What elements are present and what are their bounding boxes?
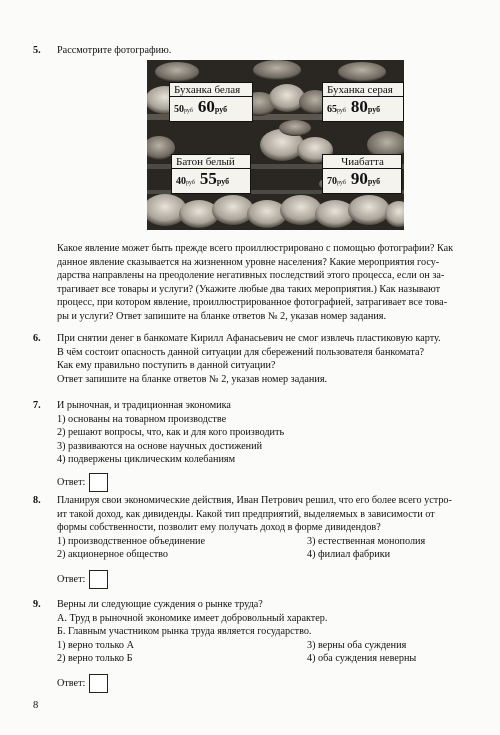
old-price: 40 bbox=[176, 176, 186, 187]
answer-row bbox=[57, 570, 473, 590]
question-number: 8. bbox=[33, 495, 41, 506]
answer-option: 2) акционерное общество bbox=[57, 549, 169, 561]
question-stem: И рыночная, и традиционная экономика bbox=[57, 400, 231, 411]
answer-option: 4) филиал фабрики bbox=[307, 549, 391, 561]
product-name: Буханка белая bbox=[170, 83, 252, 97]
text-line: трагивает все товары и услуги? (Укажите любые два таких мероприятия.) Как называют bbox=[57, 283, 441, 295]
price-sign-ciabatta bbox=[322, 154, 402, 194]
answer-options bbox=[57, 535, 473, 562]
bread-price-photo bbox=[147, 60, 404, 230]
answer-box[interactable] bbox=[89, 570, 108, 589]
new-price: 60 bbox=[197, 97, 215, 116]
old-price: 50 bbox=[174, 104, 184, 115]
product-name: Чиабатта bbox=[323, 155, 401, 169]
answer-label: Ответ: bbox=[57, 678, 86, 690]
question-9 bbox=[33, 598, 473, 694]
text-line: Планируя свои экономические действия, Иван Петрович решил, что его более всего устро- bbox=[57, 495, 452, 506]
text-line: При снятии денег в банкомате Кирилл Афанасьевич не смог извлечь пластиковую карту. bbox=[57, 333, 441, 344]
text-line: Как ему правильно поступить в данной ситуации? bbox=[57, 360, 276, 372]
old-price: 70 bbox=[327, 176, 337, 187]
new-price: 90 bbox=[350, 169, 368, 188]
question-stem: Верны ли следующие суждения о рынке труда? bbox=[57, 599, 263, 610]
question-number: 7. bbox=[33, 400, 41, 411]
statement: А. Труд в рыночной экономике имеет добровольный характер. bbox=[57, 612, 328, 624]
question-8 bbox=[33, 494, 473, 590]
answer-row bbox=[57, 473, 473, 493]
answer-row bbox=[57, 674, 473, 694]
old-price-unit: руб bbox=[337, 180, 346, 186]
page-number: 8 bbox=[33, 700, 39, 711]
question-prompt: Рассмотрите фотографию. bbox=[57, 45, 172, 56]
answer-option: 1) основаны на товарном производстве bbox=[57, 413, 227, 425]
text-line: Какое явление может быть прежде всего проиллюстрировано с помощью фотографии? Как bbox=[57, 243, 454, 254]
question-number: 9. bbox=[33, 599, 41, 610]
price-sign-white-loaf bbox=[169, 82, 253, 122]
product-name: Буханка серая bbox=[323, 83, 403, 97]
new-price-unit: руб bbox=[367, 105, 381, 114]
new-price-unit: руб bbox=[214, 105, 228, 114]
text-line: Ответ запишите на бланке ответов № 2, указав номер задания. bbox=[57, 373, 328, 385]
answer-option: 4) оба суждения неверны bbox=[307, 653, 417, 665]
question-number: 6. bbox=[33, 333, 41, 344]
answer-option: 4) подвержены циклическим колебаниям bbox=[57, 454, 236, 466]
product-name: Батон белый bbox=[172, 155, 250, 169]
question-number: 5. bbox=[33, 45, 41, 56]
answer-options bbox=[57, 639, 473, 666]
old-price-unit: руб bbox=[184, 108, 193, 114]
text-line: формы собственности, позволит ему получать доход в форме дивидендов? bbox=[57, 522, 381, 534]
text-line: дарства направлены на преодоление негативных последствий этого процесса, если он за- bbox=[57, 270, 445, 282]
text-line: В чём состоит опасность данной ситуации для сбережений пользователя банкомата? bbox=[57, 346, 424, 358]
answer-option: 3) верны оба суждения bbox=[307, 639, 407, 651]
new-price-unit: руб bbox=[367, 177, 381, 186]
answer-option: 1) верно только А bbox=[57, 639, 134, 651]
question-5-text bbox=[33, 242, 473, 324]
new-price: 80 bbox=[350, 97, 368, 116]
answer-box[interactable] bbox=[89, 674, 108, 693]
answer-option: 3) естественная монополия bbox=[307, 535, 426, 547]
new-price-unit: руб bbox=[216, 177, 230, 186]
text-line: процесс, при котором явление, проиллюстрированное фотографией, затрагивает все това- bbox=[57, 297, 448, 309]
text-line: данное явление сказывается на жизненном уровне населения? Какие мероприятия госу- bbox=[57, 256, 440, 268]
text-line: ры и услуги? Ответ запишите на бланке ответов № 2, указав номер задания. bbox=[57, 310, 387, 322]
old-price-unit: руб bbox=[337, 108, 346, 114]
new-price: 55 bbox=[199, 169, 217, 188]
answer-label: Ответ: bbox=[57, 477, 86, 489]
price-sign-grey-loaf bbox=[322, 82, 404, 122]
answer-option: 2) верно только Б bbox=[57, 653, 133, 665]
answer-option: 1) производственное объединение bbox=[57, 535, 206, 547]
old-price-unit: руб bbox=[186, 180, 195, 186]
answer-option: 3) развиваются на основе научных достижений bbox=[57, 440, 263, 452]
answer-box[interactable] bbox=[89, 473, 108, 492]
text-line: ит такой доход, как дивиденды. Какой тип предприятий, выделяемых в зависимости от bbox=[57, 508, 435, 520]
question-7 bbox=[33, 399, 473, 493]
answer-label: Ответ: bbox=[57, 574, 86, 586]
question-5 bbox=[33, 44, 473, 58]
price-sign-white-baton bbox=[171, 154, 251, 194]
old-price: 65 bbox=[327, 104, 337, 115]
answer-option: 2) решают вопросы, что, как и для кого производить bbox=[57, 427, 285, 439]
statement: Б. Главным участником рынка труда является государство. bbox=[57, 626, 312, 638]
question-6 bbox=[33, 332, 473, 386]
